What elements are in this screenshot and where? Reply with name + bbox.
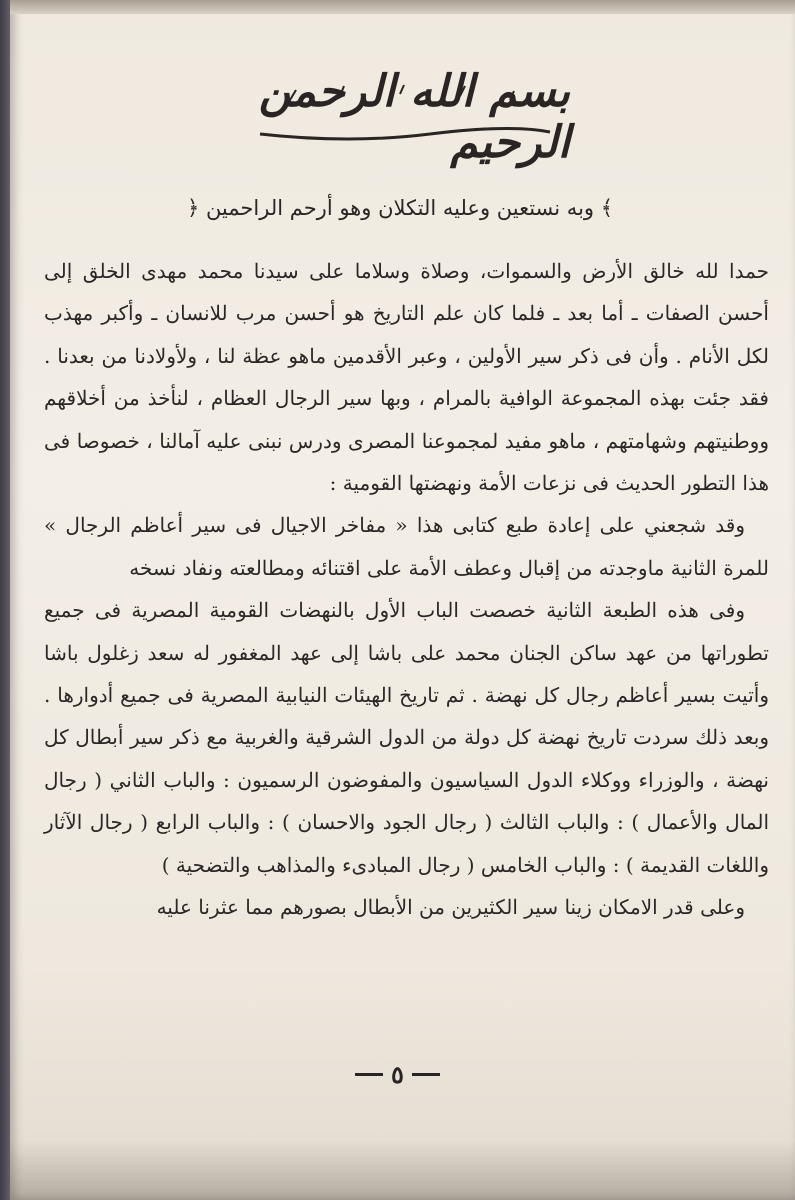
basmala-calligraphy [230,66,570,168]
paragraph: وقد شجعني على إعادة طبع كتابى هذا « مفاخر الاجيال فى سير أعاظم الرجال » للمرة الثانية ماوجدته من إقبال وعطف الأمة على اقتنائه ومطالعته ونفاد نسخه [44,513,769,580]
page-top-shadow [10,0,795,14]
basmala-text: بسم الله الرحمن الرحيم [258,66,570,168]
page-number-value: ٥ [391,1060,404,1089]
page-number [330,1060,465,1089]
page-number-dash-right [412,1073,440,1076]
paragraph: وعلى قدر الامكان زينا سير الكثيرين من الأبطال بصورهم مما عثرنا عليه [156,895,745,920]
page-number-dash-left [355,1073,383,1076]
invocation-line: ﴾ وبه نستعين وعليه التكلان وهو أرحم الراحمين ﴿ [186,196,614,220]
main-text [44,250,769,929]
page-bottom-shadow [10,1140,795,1200]
paragraph: وفى هذه الطبعة الثانية خصصت الباب الأول بالنهضات القومية المصرية فى جميع تطوراتها من عهد ساكن الجنان محمد على باشا إلى عهد المغفور له سعد زغلول باشا وأتيت بسير أعاظم رجال كل نهضة . ثم تاريخ الهيئات النيابية المصرية فى جميع أدوارها . وبعد ذلك سردت تاريخ نهضة كل دولة من الدول الشرقية والغربية مع ذكر سير أبطال كل نهضة ، والوزراء ووكلاء الدول السياسيون والمفوضون الرسميون : والباب الثاني ( رجال المال والأعمال ) : والباب الثالث ( رجال الجود والاحسان ) : والباب الرابع ( رجال الآثار واللغات القديمة ) : والباب الخامس ( رجال المبادىء والمذاهب والتضحية ) [44,598,769,877]
paragraph: حمدا لله خالق الأرض والسموات، وصلاة وسلاما على سيدنا محمد مهدى الخلق إلى أحسن الصفات ـ أما بعد ـ فلما كان علم التاريخ هو أحسن مرب للانسان ـ وأكبر مهذب لكل الأنام . وأن فى ذكر سير الأولين ، وعبر الأقدمين ماهو عظة لنا ، ولأولادنا من بعدنا . فقد جئت بهذه المجموعة الوافية بالمرام ، وبها سير الرجال العظام ، لنأخذ من أخلاقهم ووطنيتهم وشهامتهم ، ماهو مفيد لمجموعنا المصرى ودرس نبنى عليه آمالنا ، خصوصا فى هذا التطور الحديث فى نزعات الأمة ونهضتها القومية : [44,259,769,496]
